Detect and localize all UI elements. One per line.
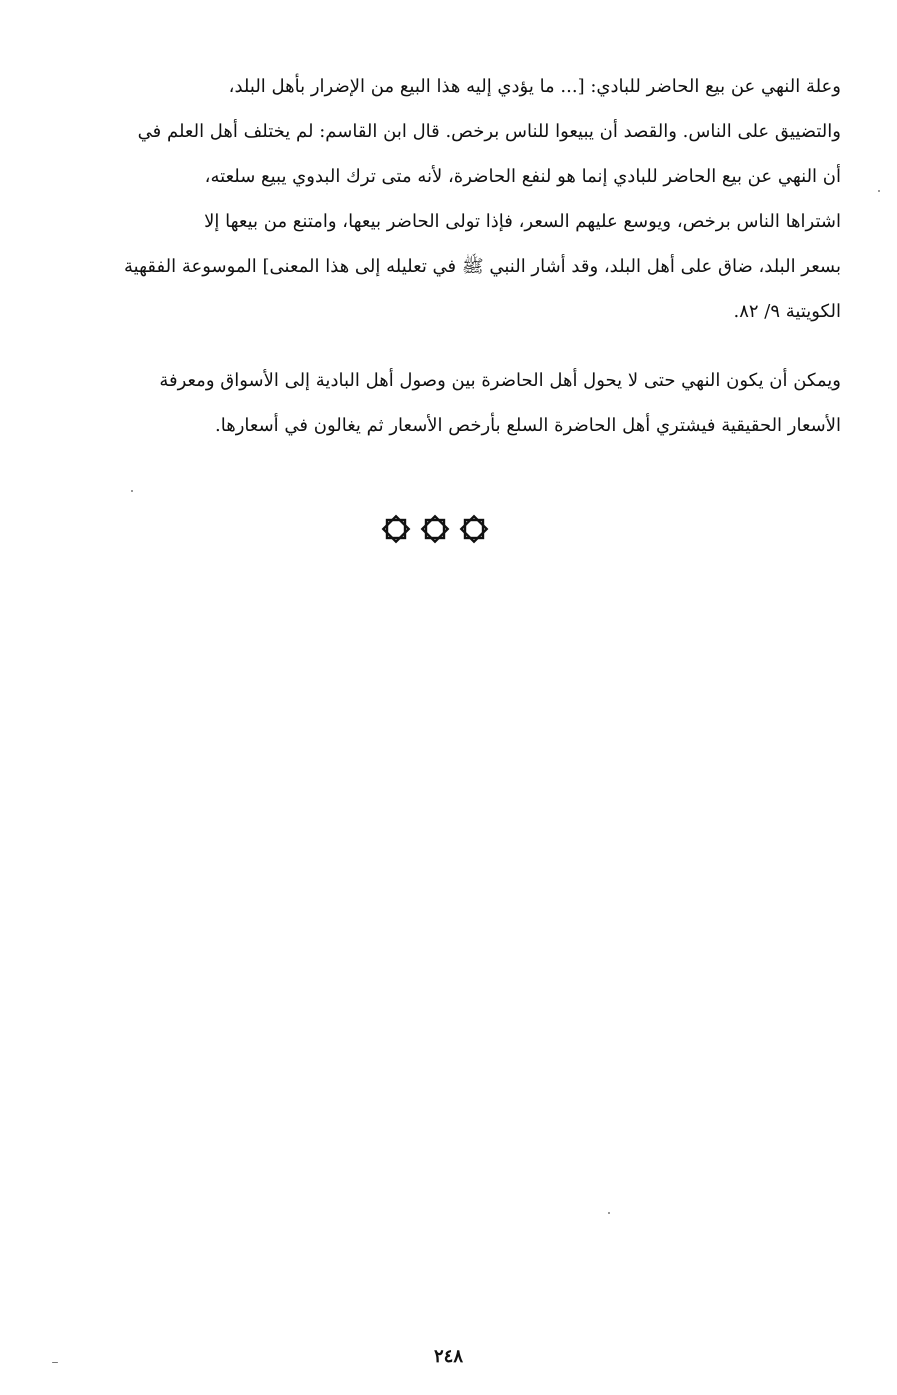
paragraph-1 [51, 64, 841, 334]
star-ornament-icon [419, 513, 451, 545]
section-divider-ornament [380, 512, 490, 546]
text-line: بسعر البلد، ضاق على أهل البلد، وقد أشار النبي ﷺ في تعليله إلى هذا المعنى] الموسوعة الفقهية [124, 256, 841, 277]
paragraph-2 [51, 358, 841, 448]
text-line: أن النهي عن بيع الحاضر للبادي إنما هو لنفع الحاضرة، لأنه متى ترك البدوي يبيع سلعته، [204, 166, 841, 187]
star-ornament-icon [458, 513, 490, 545]
page-number: ٢٤٨ [433, 1346, 463, 1367]
text-line: وعلة النهي عن بيع الحاضر للبادي: [... ما يؤدي إليه هذا البيع من الإضرار بأهل البلد، [228, 76, 841, 97]
scan-speck [131, 490, 133, 492]
text-line: اشتراها الناس برخص، ويوسع عليهم السعر، فإذا تولى الحاضر بيعها، وامتنع من بيعها إلا [204, 211, 841, 232]
text-line: الكويتية ٩/ ٨٢. [733, 301, 841, 322]
scan-speck [52, 1362, 58, 1363]
text-line: الأسعار الحقيقية فيشتري أهل الحاضرة السلع بأرخص الأسعار ثم يغالون في أسعارها. [215, 415, 841, 436]
star-ornament-icon [380, 513, 412, 545]
scan-speck [878, 190, 880, 192]
text-line: ويمكن أن يكون النهي حتى لا يحول أهل الحاضرة بين وصول أهل البادية إلى الأسواق ومعرفة [159, 370, 841, 391]
text-line: والتضييق على الناس. والقصد أن يبيعوا للناس برخص. قال ابن القاسم: لم يختلف أهل العلم في [137, 121, 841, 142]
scan-speck [608, 1212, 610, 1214]
